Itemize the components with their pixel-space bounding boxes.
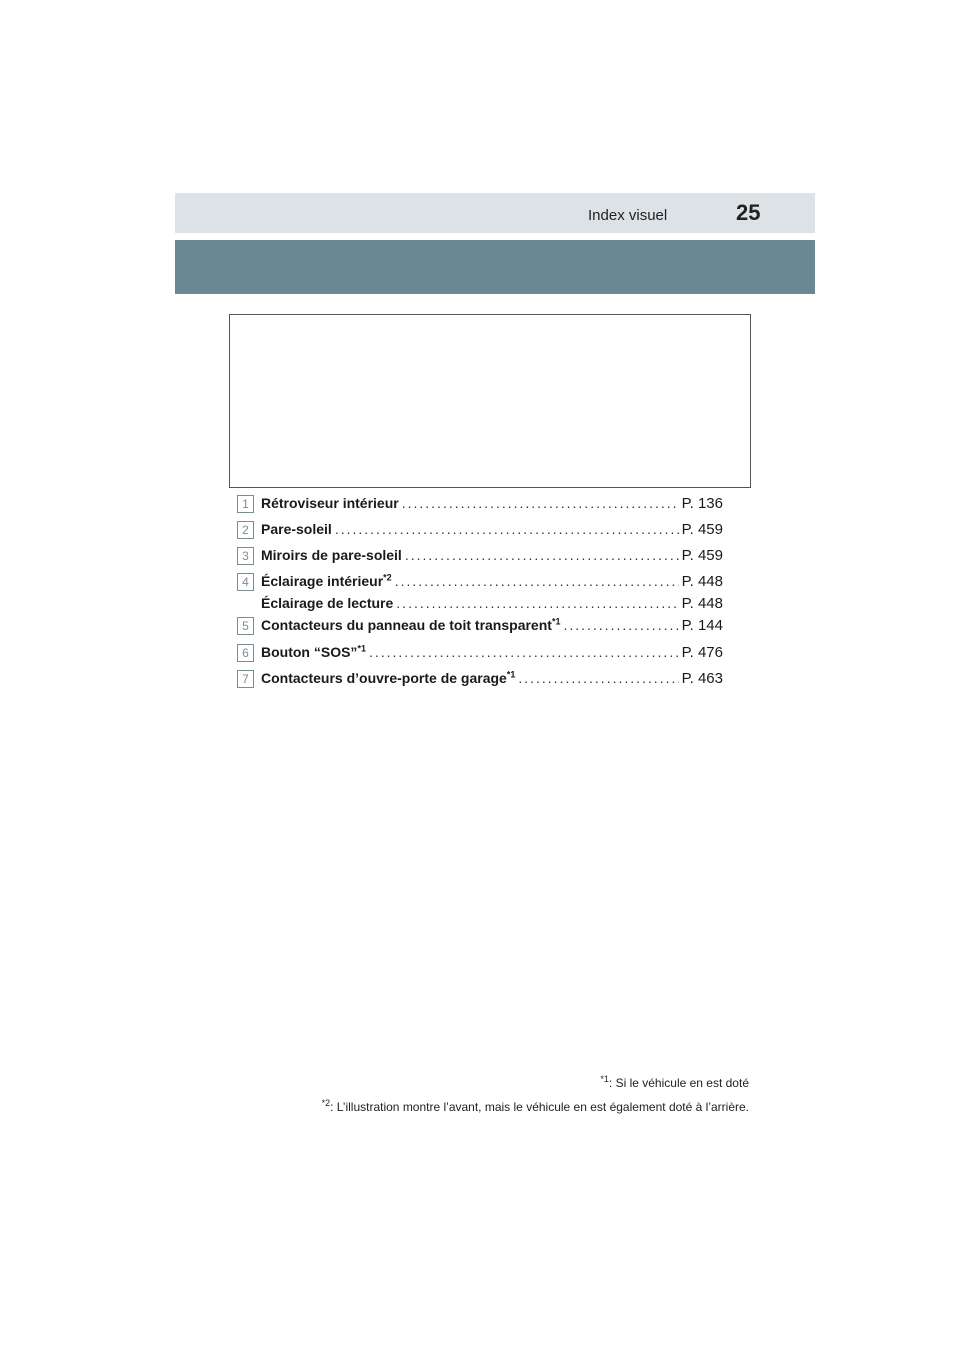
footnote-2: $^{*2}$: L’illustration montre l’avant, mais le véhicule en est également doté à l’arrière.	[321, 1098, 749, 1114]
entry-label: Contacteurs d’ouvre-porte de garage$^{*1}$	[261, 669, 516, 686]
leader-dots	[395, 573, 679, 589]
item-number-badge: 4	[237, 573, 254, 591]
item-number-badge: 3	[237, 547, 254, 565]
page-reference-link[interactable]: P. 459	[681, 547, 723, 564]
item-number-badge: 6	[237, 644, 254, 662]
index-entry-6[interactable]	[237, 644, 723, 664]
page-reference-link[interactable]: P. 144	[681, 617, 723, 634]
index-entry-1[interactable]	[237, 495, 723, 515]
header-bar	[175, 193, 815, 233]
leader-dots	[369, 644, 679, 660]
header-title: Index visuel	[588, 207, 668, 224]
index-entry-4[interactable]	[237, 573, 723, 615]
index-entry-2[interactable]	[237, 521, 723, 541]
item-number-badge: 5	[237, 617, 254, 635]
index-entry-5[interactable]	[237, 617, 723, 637]
entry-label: Bouton “SOS”$^{*1}$	[261, 643, 366, 660]
leader-dots	[563, 617, 678, 633]
index-entry-3[interactable]	[237, 547, 723, 567]
section-bar	[175, 240, 815, 294]
footnote-1: $^{*1}$: Si le véhicule en est doté	[600, 1074, 749, 1090]
entry-sub-label: Éclairage de lecture	[261, 595, 394, 611]
entry-label: Miroirs de pare-soleil	[261, 547, 402, 563]
page-reference-link[interactable]: P. 459	[681, 521, 723, 538]
page-number: 25	[736, 200, 761, 225]
page-reference-link[interactable]: P. 448	[681, 595, 723, 612]
item-number-badge: 1	[237, 495, 254, 513]
page-reference-link[interactable]: P. 136	[681, 495, 723, 512]
entry-label: Contacteurs du panneau de toit transparent$^{*1}$	[261, 616, 561, 633]
illustration-frame	[229, 314, 751, 488]
entry-label: Éclairage intérieur$^{*2}$	[261, 572, 392, 589]
leader-dots	[518, 670, 678, 686]
page-reference-link[interactable]: P. 448	[681, 573, 723, 590]
leader-dots	[396, 595, 678, 611]
leader-dots	[405, 547, 679, 563]
page-reference-link[interactable]: P. 463	[681, 670, 723, 687]
entry-label: Rétroviseur intérieur	[261, 495, 399, 511]
page-reference-link[interactable]: P. 476	[681, 644, 723, 661]
leader-dots	[335, 521, 679, 537]
index-entry-7[interactable]	[237, 670, 723, 690]
item-number-badge: 2	[237, 521, 254, 539]
leader-dots	[402, 495, 679, 511]
entry-label: Pare-soleil	[261, 521, 332, 537]
item-number-badge: 7	[237, 670, 254, 688]
